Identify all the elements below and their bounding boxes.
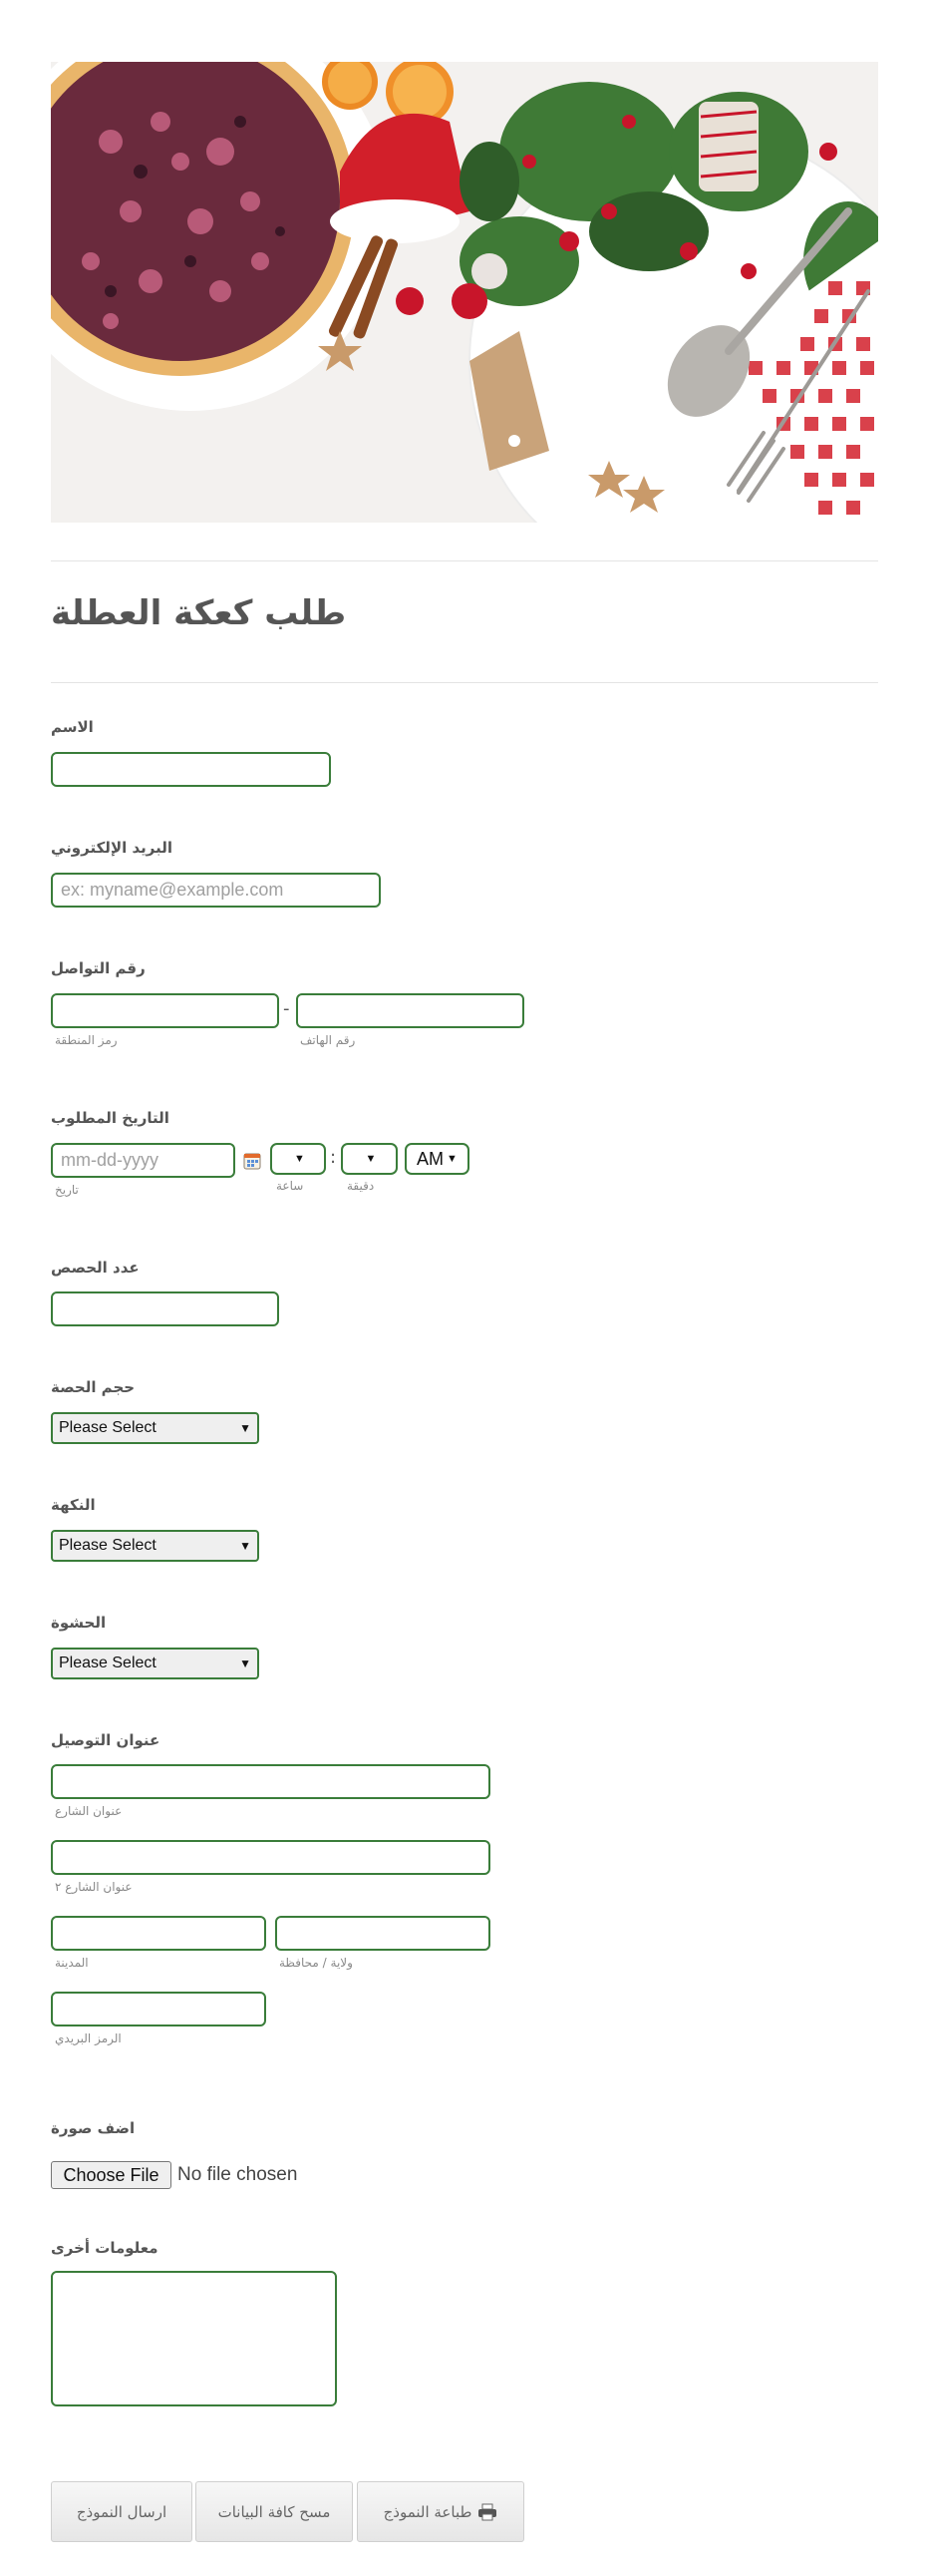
name-label: الاسم — [51, 718, 94, 736]
phone-number-input[interactable] — [296, 993, 524, 1028]
chevron-down-icon: ▼ — [294, 1153, 305, 1165]
print-button[interactable] — [357, 2481, 524, 2542]
street-address-sublabel: عنوان الشارع — [55, 1804, 123, 1818]
email-label: البريد الإلكتروني — [51, 839, 172, 857]
date-sublabel: تاريخ — [55, 1183, 79, 1197]
holiday-food-illustration — [51, 62, 878, 523]
portion-size-label: حجم الحصة — [51, 1378, 136, 1396]
portion-size-select[interactable] — [51, 1412, 259, 1444]
time-separator: : — [330, 1147, 337, 1168]
date-label: التاريخ المطلوب — [51, 1109, 169, 1127]
flavor-value: Please Select — [59, 1537, 156, 1554]
filling-label: الحشوة — [51, 1614, 107, 1632]
header-divider-bottom — [51, 682, 878, 683]
email-input[interactable] — [51, 873, 381, 908]
phone-label: رقم التواصل — [51, 959, 146, 977]
ampm-select[interactable] — [405, 1143, 469, 1175]
street-address-input[interactable] — [51, 1764, 490, 1799]
hour-sublabel: ساعة — [276, 1179, 304, 1193]
address-label: عنوان التوصيل — [51, 1731, 160, 1749]
name-input[interactable] — [51, 752, 331, 787]
choose-file-button[interactable]: Choose File — [51, 2161, 171, 2189]
flavor-label: النكهة — [51, 1496, 96, 1514]
zip-sublabel: الرمز البريدي — [55, 2031, 122, 2045]
chevron-down-icon: ▼ — [239, 1421, 251, 1435]
filling-select[interactable] — [51, 1648, 259, 1679]
street-address-2-input[interactable] — [51, 1840, 490, 1875]
photo-label: اضف صورة — [51, 2119, 136, 2137]
chevron-down-icon: ▼ — [239, 1539, 251, 1553]
city-sublabel: المدينة — [55, 1956, 89, 1970]
clear-button[interactable]: مسح كافة البيانات — [195, 2481, 353, 2542]
zip-input[interactable] — [51, 1992, 266, 2026]
minute-select[interactable] — [341, 1143, 398, 1175]
submit-button[interactable]: ارسال النموذج — [51, 2481, 192, 2542]
phone-area-code-input[interactable] — [51, 993, 279, 1028]
servings-label: عدد الحصص — [51, 1259, 140, 1277]
filling-value: Please Select — [59, 1655, 156, 1671]
printer-icon — [477, 2503, 497, 2521]
date-input[interactable] — [51, 1143, 235, 1178]
notes-label: معلومات أخرى — [51, 2239, 158, 2257]
header-divider-top — [51, 560, 878, 561]
street-address-2-sublabel: عنوان الشارع ٢ — [55, 1880, 133, 1894]
form-title: طلب كعكة العطلة — [51, 593, 347, 633]
notes-textarea[interactable] — [51, 2271, 337, 2406]
phone-area-code-sublabel: رمز المنطقة — [55, 1033, 118, 1047]
portion-size-value: Please Select — [59, 1419, 156, 1436]
flavor-select[interactable] — [51, 1530, 259, 1562]
chevron-down-icon: ▼ — [239, 1656, 251, 1670]
hour-select[interactable] — [270, 1143, 326, 1175]
chevron-down-icon: ▼ — [365, 1153, 377, 1165]
chevron-down-icon: ▼ — [447, 1153, 458, 1165]
calendar-icon[interactable] — [243, 1152, 261, 1170]
state-sublabel: ولاية / محافظة — [279, 1956, 353, 1970]
minute-sublabel: دقيقة — [347, 1179, 375, 1193]
servings-input[interactable] — [51, 1291, 279, 1326]
ampm-value: AM — [417, 1148, 445, 1169]
phone-separator: - — [283, 998, 290, 1019]
file-status: No file chosen — [177, 2164, 298, 2185]
phone-number-sublabel: رقم الهاتف — [300, 1033, 356, 1047]
banner-image — [51, 62, 878, 523]
print-button-label: طباعة النموذج — [383, 2502, 472, 2521]
state-input[interactable] — [275, 1916, 490, 1951]
city-input[interactable] — [51, 1916, 266, 1951]
